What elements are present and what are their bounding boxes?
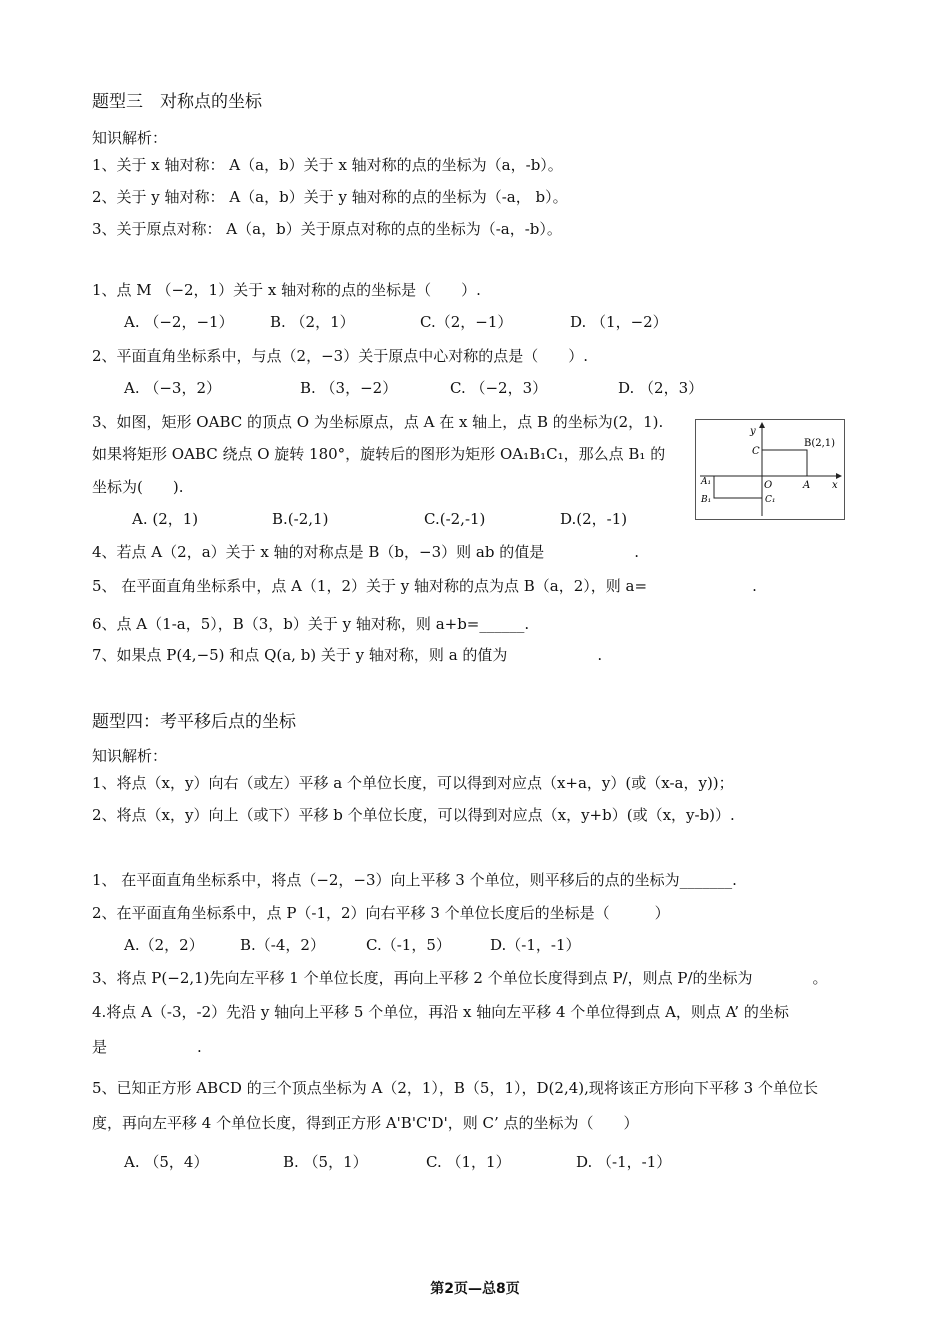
s3-q2-option-d: D. （2，3） bbox=[618, 379, 704, 397]
s4-q3: 3、将点 P(−2,1)先向左平移 1 个单位长度，再向上平移 2 个单位长度得到点 P/，则点 P/的坐标为 。 bbox=[92, 969, 828, 987]
section4-rule-1: 1、将点（x，y）向右（或左）平移 a 个单位长度，可以得到对应点（x+a，y）(或（x-a，y))； bbox=[92, 774, 734, 792]
s3-q3-option-c: C.(-2,-1) bbox=[424, 510, 486, 528]
rectangle-rotation-figure bbox=[695, 419, 845, 520]
s4-q5-option-a: A. （5，4） bbox=[124, 1153, 209, 1171]
s3-q3-option-b: B.(-2,1) bbox=[272, 510, 329, 528]
s3-q4: 4、若点 A（2，a）关于 x 轴的对称点是 B（b，−3）则 ab 的值是 . bbox=[92, 543, 639, 561]
s3-q2-option-b: B. （3，−2） bbox=[300, 379, 398, 397]
x-axis-arrow bbox=[836, 473, 842, 479]
section3-title: 题型三 对称点的坐标 bbox=[92, 92, 262, 112]
s3-q1-option-b: B. （2，1） bbox=[270, 313, 355, 331]
label-b: B(2,1) bbox=[804, 438, 836, 449]
s3-q3-line-2: 如果将矩形 OABC 绕点 O 旋转 180°，旋转后的图形为矩形 OA₁B₁C₁，那么点 B₁ 的 bbox=[92, 445, 666, 463]
y-axis-arrow bbox=[759, 422, 765, 428]
s4-q5-line-1: 5、已知正方形 ABCD 的三个顶点坐标为 A（2，1），B（5，1），D(2,4),现将该正方形向下平移 3 个单位长 bbox=[92, 1079, 818, 1097]
s4-q2-option-a: A.（2，2） bbox=[124, 936, 204, 954]
s4-q4-line-1: 4.将点 A（-3，-2）先沿 y 轴向上平移 5 个单位，再沿 x 轴向左平移 4 个单位得到点 A，则点 A’ 的坐标 bbox=[92, 1003, 789, 1021]
label-c1: C₁ bbox=[765, 495, 776, 505]
rectangle-oabc bbox=[762, 450, 807, 476]
label-y: y bbox=[750, 426, 756, 437]
s4-q2: 2、在平面直角坐标系中，点 P（-1，2）向右平移 3 个单位长度后的坐标是（ ） bbox=[92, 904, 670, 922]
coordinate-plane-graphic bbox=[696, 420, 844, 519]
label-o: O bbox=[764, 480, 773, 491]
s4-q5-line-2: 度，再向左平移 4 个单位长度，得到正方形 A'B'C'D'，则 C’ 点的坐标为（ ） bbox=[92, 1114, 639, 1132]
label-b1: B₁ bbox=[701, 495, 712, 505]
label-x: x bbox=[832, 480, 838, 491]
s4-q5-option-c: C. （1，1） bbox=[426, 1153, 511, 1171]
section3-rule-3: 3、关于原点对称： A（a，b）关于原点对称的点的坐标为（-a，-b）。 bbox=[92, 220, 562, 238]
s4-q1: 1、 在平面直角坐标系中，将点（−2，−3）向上平移 3 个单位，则平移后的点的坐标为_______. bbox=[92, 871, 737, 889]
s3-q2-option-c: C. （−2，3） bbox=[450, 379, 548, 397]
s4-q5-option-b: B. （5，1） bbox=[283, 1153, 368, 1171]
s3-q6: 6、点 A（1-a，5），B（3，b）关于 y 轴对称，则 a+b=______. bbox=[92, 615, 530, 633]
s4-q2-option-c: C.（-1，5） bbox=[366, 936, 451, 954]
section4-knowledge-label: 知识解析： bbox=[92, 747, 168, 765]
s3-q3-line-3: 坐标为( ). bbox=[92, 478, 184, 496]
s4-q2-option-d: D.（-1，-1） bbox=[490, 936, 581, 954]
s3-q7: 7、如果点 P(4,−5) 和点 Q(a, b) 关于 y 轴对称，则 a 的值为 . bbox=[92, 646, 603, 664]
s3-q3-option-a: A. (2，1) bbox=[132, 510, 199, 528]
section3-knowledge-label: 知识解析： bbox=[92, 129, 168, 147]
s3-q3-line-1: 3、如图，矩形 OABC 的顶点 O 为坐标原点，点 A 在 x 轴上，点 B 的坐标为(2，1). bbox=[92, 413, 664, 431]
s3-q1-option-a: A. （−2，−1） bbox=[124, 313, 234, 331]
s3-q2-option-a: A. （−3，2） bbox=[124, 379, 222, 397]
label-a1: A₁ bbox=[701, 477, 712, 487]
s4-q2-option-b: B.（-4，2） bbox=[240, 936, 325, 954]
label-c: C bbox=[752, 446, 760, 457]
page-footer: 第2页—总8页 bbox=[430, 1281, 520, 1297]
s3-q3-option-d: D.(2，-1) bbox=[560, 510, 628, 528]
section3-rule-1: 1、关于 x 轴对称： A（a，b）关于 x 轴对称的点的坐标为（a，-b）。 bbox=[92, 156, 563, 174]
s3-q1-option-c: C.（2，−1） bbox=[420, 313, 513, 331]
s4-q4-line-2: 是 . bbox=[92, 1038, 202, 1056]
section4-title: 题型四：考平移后点的坐标 bbox=[92, 712, 296, 732]
s3-q1: 1、点 M （−2，1）关于 x 轴对称的点的坐标是（ ）. bbox=[92, 281, 481, 299]
label-a: A bbox=[803, 480, 811, 491]
section3-rule-2: 2、关于 y 轴对称： A（a，b）关于 y 轴对称的点的坐标为（-a， b）。 bbox=[92, 188, 568, 206]
s3-q1-option-d: D. （1，−2） bbox=[570, 313, 668, 331]
section4-rule-2: 2、将点（x，y）向上（或下）平移 b 个单位长度，可以得到对应点（x，y+b）(或（x，y-b)）. bbox=[92, 806, 735, 824]
s3-q2: 2、平面直角坐标系中，与点（2，−3）关于原点中心对称的点是（ ）. bbox=[92, 347, 588, 365]
rectangle-oa1b1c1 bbox=[714, 476, 762, 498]
s4-q5-option-d: D. （-1，-1） bbox=[576, 1153, 672, 1171]
s3-q5: 5、 在平面直角坐标系中，点 A（1，2）关于 y 轴对称的点为点 B（a，2），则 a= . bbox=[92, 577, 757, 595]
